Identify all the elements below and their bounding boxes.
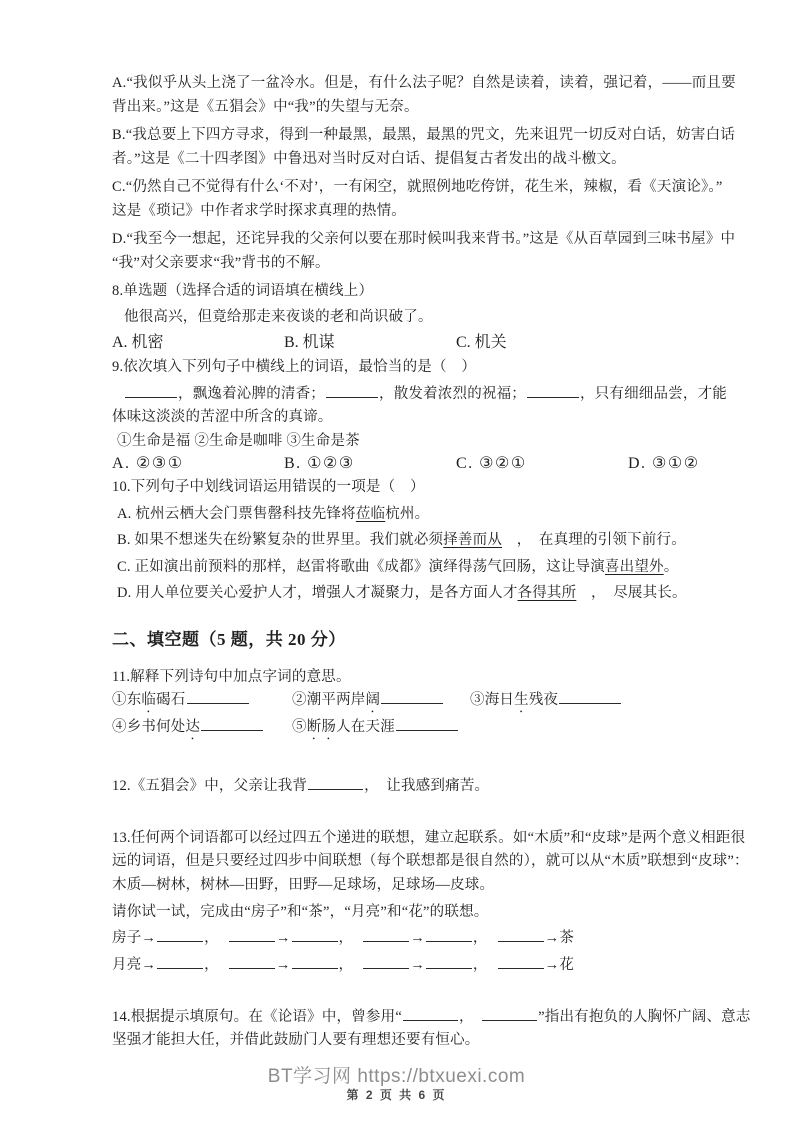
question11-row1	[112, 689, 745, 716]
question9-fill-line2: 体味这淡淡的苦涩中所含的真谛。	[112, 409, 333, 425]
comma: ，	[204, 957, 219, 973]
answer-blank	[426, 927, 472, 942]
question10-option-c	[117, 556, 745, 580]
option-line: “我”对父亲要求“我”背书的不解。	[112, 254, 330, 271]
arrow-glyph: →	[275, 929, 291, 946]
answer-blank	[363, 954, 409, 969]
fill-text: ，只有细细品尝，才能	[580, 385, 727, 402]
option-a: A. 机密	[112, 334, 164, 351]
underlined-word: 莅临	[355, 505, 386, 522]
item-text: ②潮平两岸	[292, 692, 366, 708]
question9-title: 9.依次填入下列句子中横线上的词语，最恰当的是（ ）	[112, 359, 477, 375]
question14-text: ，	[458, 1008, 482, 1025]
q11-item-3	[470, 689, 622, 716]
question13-line: 远的词语，但是只要经过四步中间联想（每个联想都是很自然的），就可以从“木质”联想到“皮球”：	[112, 853, 749, 869]
question12-text: 12.《五猖会》中，父亲让我背	[112, 778, 308, 794]
question13-line: 请你试一试，完成由“房子”和“茶”，“月亮”和“花”的联想。	[112, 904, 489, 920]
question7-option-d	[112, 228, 745, 275]
item-text: 人在天涯	[336, 719, 395, 735]
question8-options	[112, 329, 745, 352]
option-text: C. 正如演出前预料的那样，赵雷将歌曲《成都》演绎得荡气回肠，这让导演	[117, 558, 605, 575]
question11	[112, 666, 745, 744]
option-text: B. 如果不想迷失在纷繁复杂的世界里。我们就必须	[117, 532, 444, 548]
question14-text: 14.根据提示填原句。在《论语》中，曾参用“	[112, 1008, 402, 1025]
arrow-glyph: →	[410, 957, 425, 973]
question12-text: ， 让我感到痛苦。	[364, 778, 490, 794]
question9-items: ①生命是福 ②生命是咖啡 ③生命是茶	[117, 432, 360, 449]
answer-blank	[498, 927, 544, 942]
question10-option-d	[117, 582, 745, 606]
question7-option-b	[112, 124, 745, 171]
comma: ，	[338, 957, 354, 973]
question13-chain-moon	[112, 954, 745, 978]
chain-tail: 茶	[559, 929, 575, 946]
answer-d: D. ③①②	[628, 455, 700, 472]
item-text: ①东	[112, 692, 142, 708]
section2-title: 二、填空题（5 题，共 20 分）	[112, 629, 346, 649]
option-line: 背出来。”这是《五猖会》中“我”的失望与无奈。	[112, 98, 419, 115]
answer-blank	[498, 954, 544, 969]
question14-text: ”指出有抱负的人胸怀广阔、意志	[538, 1008, 751, 1025]
question9	[112, 356, 745, 473]
chain-head: 月亮	[112, 957, 142, 973]
underlined-word: 各得其所	[517, 585, 577, 601]
option-text: 。	[663, 558, 679, 575]
option-b: B. 机谋	[284, 334, 335, 351]
answer-blank	[308, 775, 363, 790]
dotted-char: 阔	[365, 692, 381, 708]
dotted-char: 达	[185, 719, 201, 735]
answer-blank	[403, 1006, 458, 1021]
q11-item-1	[112, 689, 292, 716]
q11-item-2	[292, 689, 470, 716]
question12	[112, 775, 745, 799]
answer-c: C. ③②①	[456, 455, 527, 472]
question13-line: 13.任何两个词语都可以经过四五个递进的联想，建立起联系。如“木质”和“皮球”是两个意义相距很	[112, 829, 746, 846]
answer-a: A. ②③①	[112, 455, 184, 472]
question8-title: 8.单选题（选择合适的词语填在横线上）	[112, 283, 374, 299]
item-text: ③海日	[470, 692, 515, 708]
question13	[112, 827, 749, 978]
q11-item-4	[112, 716, 292, 743]
option-text: 杭州。	[385, 505, 430, 522]
option-text: A. 杭州云栖大会门票售罄科技先锋将	[117, 505, 356, 522]
answer-blank	[201, 716, 263, 731]
answer-blank	[381, 689, 443, 704]
option-line: 这是《琐记》中作者求学时探求真理的热情。	[112, 202, 406, 219]
answer-blank	[229, 927, 275, 942]
answer-blank	[229, 954, 275, 969]
comma: ，	[338, 929, 354, 946]
answer-blank	[292, 954, 338, 969]
question9-fill-line	[124, 383, 745, 407]
question10	[112, 476, 745, 606]
option-c: C. 机关	[456, 334, 507, 351]
page-number: 第 2 页 共 6 页	[346, 1088, 447, 1102]
answer-blank	[326, 383, 378, 398]
answer-blank	[125, 383, 177, 398]
answer-blank	[187, 689, 249, 704]
option-line: D.“我至今一想起，还诧异我的父亲何以要在那时候叫我来背书。”这是《从百草园到三味书屋》中	[112, 231, 736, 247]
question10-option-a	[117, 503, 745, 527]
question14-line2: 坚强才能担大任，并借此鼓励门人要有理想还要有恒心。	[112, 1032, 480, 1048]
question10-option-b	[117, 529, 745, 553]
option-line: 者。”这是《二十四孝图》中鲁迅对当时反对白话、提倡复古者发出的战斗檄文。	[112, 150, 626, 167]
q11-item-5	[292, 716, 459, 743]
question10-title: 10.下列句子中划线词语运用错误的一项是（ ）	[112, 479, 425, 495]
arrow-glyph: →	[141, 929, 157, 946]
question14-line1	[112, 1006, 751, 1030]
fill-text: ，散发着浓烈的祝福；	[379, 385, 526, 402]
answer-blank	[363, 927, 409, 942]
option-text: ， 在真理的引领下前行。	[502, 532, 686, 548]
answer-blank	[482, 1006, 537, 1021]
answer-blank	[292, 927, 338, 942]
option-text: D. 用人单位要关心爱护人才，增强人才凝聚力，是各方面人才	[117, 585, 518, 601]
answer-blank	[559, 689, 621, 704]
question13-chain-house	[112, 927, 745, 951]
chain-tail: 花	[559, 957, 575, 973]
answer-blank	[426, 954, 472, 969]
comma: ，	[204, 929, 219, 946]
arrow-glyph: →	[410, 929, 425, 946]
item-text: ⑤	[292, 719, 307, 735]
option-line: B.“我总要上下四方寻求，得到一种最黑，最黑，最黑的咒文，先来诅咒一切反对白话，妨害白话	[112, 127, 736, 143]
answer-blank	[527, 383, 579, 398]
question9-answers	[112, 453, 745, 473]
comma: ，	[472, 929, 488, 946]
arrow-glyph: →	[544, 957, 560, 973]
question14	[112, 1006, 751, 1053]
item-text: ④乡书何处	[112, 719, 186, 735]
page-footer	[0, 1066, 793, 1103]
option-line: C.“仍然自己不觉得有什么‘不对’，一有闲空，就照例地吃侉饼，花生米，辣椒，看《天演论》。”	[112, 179, 723, 195]
answer-b: B. ①②③	[284, 455, 355, 472]
underlined-word: 择善而从	[443, 532, 503, 548]
fill-text: ，飘逸着沁脾的清香；	[178, 385, 325, 402]
comma: ，	[472, 957, 488, 973]
item-text: 碣石	[156, 692, 186, 708]
chain-head: 房子	[112, 929, 142, 946]
question13-line: 木质—树林，树林—田野，田野—足球场，足球场—皮球。	[112, 876, 495, 893]
watermark-site-link[interactable]: BT学习网 https://btxuexi.com	[267, 1066, 526, 1087]
arrow-glyph: →	[275, 957, 291, 973]
arrow-glyph: →	[141, 957, 157, 973]
question8	[112, 280, 745, 352]
answer-blank	[396, 716, 458, 731]
question7-option-a	[112, 72, 745, 119]
question8-sentence: 他很高兴，但竟给那走来夜谈的老和尚识破了。	[124, 308, 433, 325]
answer-blank	[157, 954, 203, 969]
answer-blank	[157, 927, 203, 942]
question7-option-c	[112, 176, 745, 223]
arrow-glyph: →	[544, 929, 560, 946]
dotted-char: 生	[514, 692, 529, 708]
question11-row2	[112, 716, 745, 743]
question11-title: 11.解释下列诗句中加点字词的意思。	[112, 668, 351, 685]
dotted-char: 临	[141, 692, 157, 708]
dotted-char: 断肠	[306, 719, 337, 735]
underlined-word: 喜出望外	[604, 558, 664, 575]
option-line: A.“我似乎从头上浇了一盆冷水。但是，有什么法子呢？自然是读着，读着，强记着，——而且要	[112, 75, 736, 91]
option-text: ， 尽展其长。	[576, 585, 687, 601]
item-text: 残夜	[528, 692, 559, 708]
